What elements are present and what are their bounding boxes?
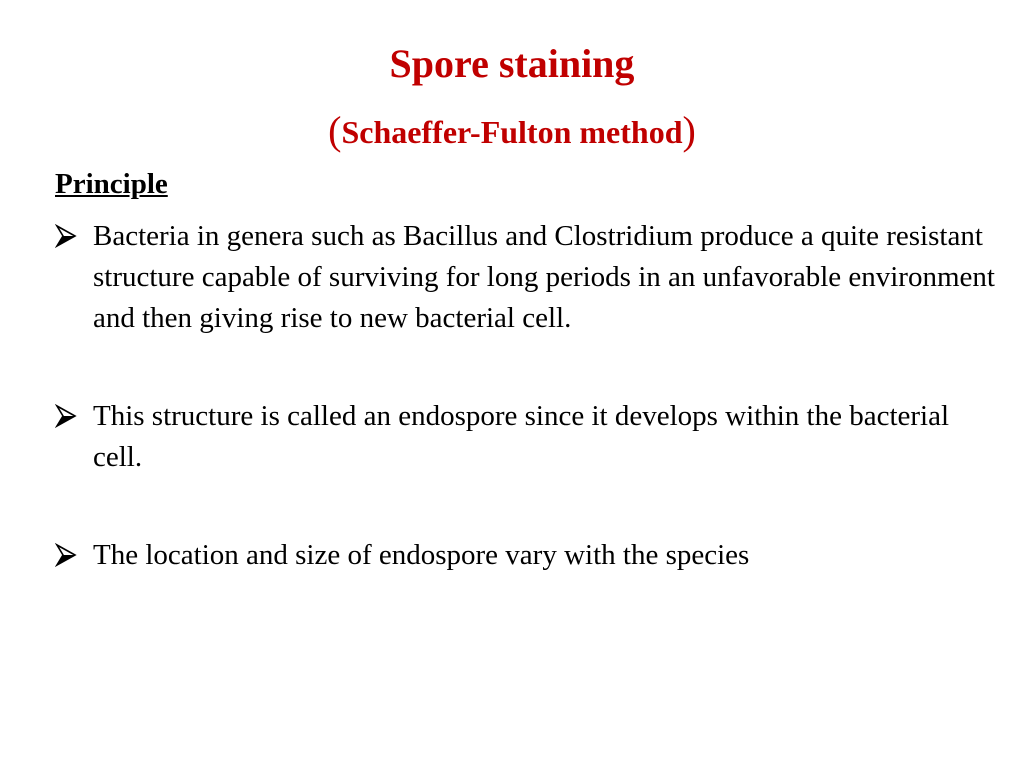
subtitle-open-paren: ( <box>328 108 342 153</box>
bullet-text: Bacteria in genera such as Bacillus and Clostridium produce a quite resistant structure capable of surviving for long periods in an unfavorable environment and then giving rise to new bacterial cell. <box>93 220 995 334</box>
bullet-text: This structure is called an endospore since it develops within the bacterial cell. <box>93 400 950 473</box>
bullet-item <box>55 216 995 339</box>
arrowhead-bullet-icon <box>55 543 77 567</box>
section-heading-principle: Principle <box>55 168 168 200</box>
subtitle-text: Schaeffer-Fulton method <box>341 114 683 150</box>
bullet-item <box>55 396 995 478</box>
slide-title: Spore staining <box>389 41 635 86</box>
slide-subtitle <box>0 110 1024 152</box>
subtitle-close-paren: ) <box>682 108 696 153</box>
bullet-text: The location and size of endospore vary with the species <box>93 539 750 571</box>
arrowhead-bullet-icon <box>55 224 77 248</box>
arrowhead-bullet-icon <box>55 404 77 428</box>
bullet-item <box>55 535 995 576</box>
bullet-list <box>55 216 995 576</box>
